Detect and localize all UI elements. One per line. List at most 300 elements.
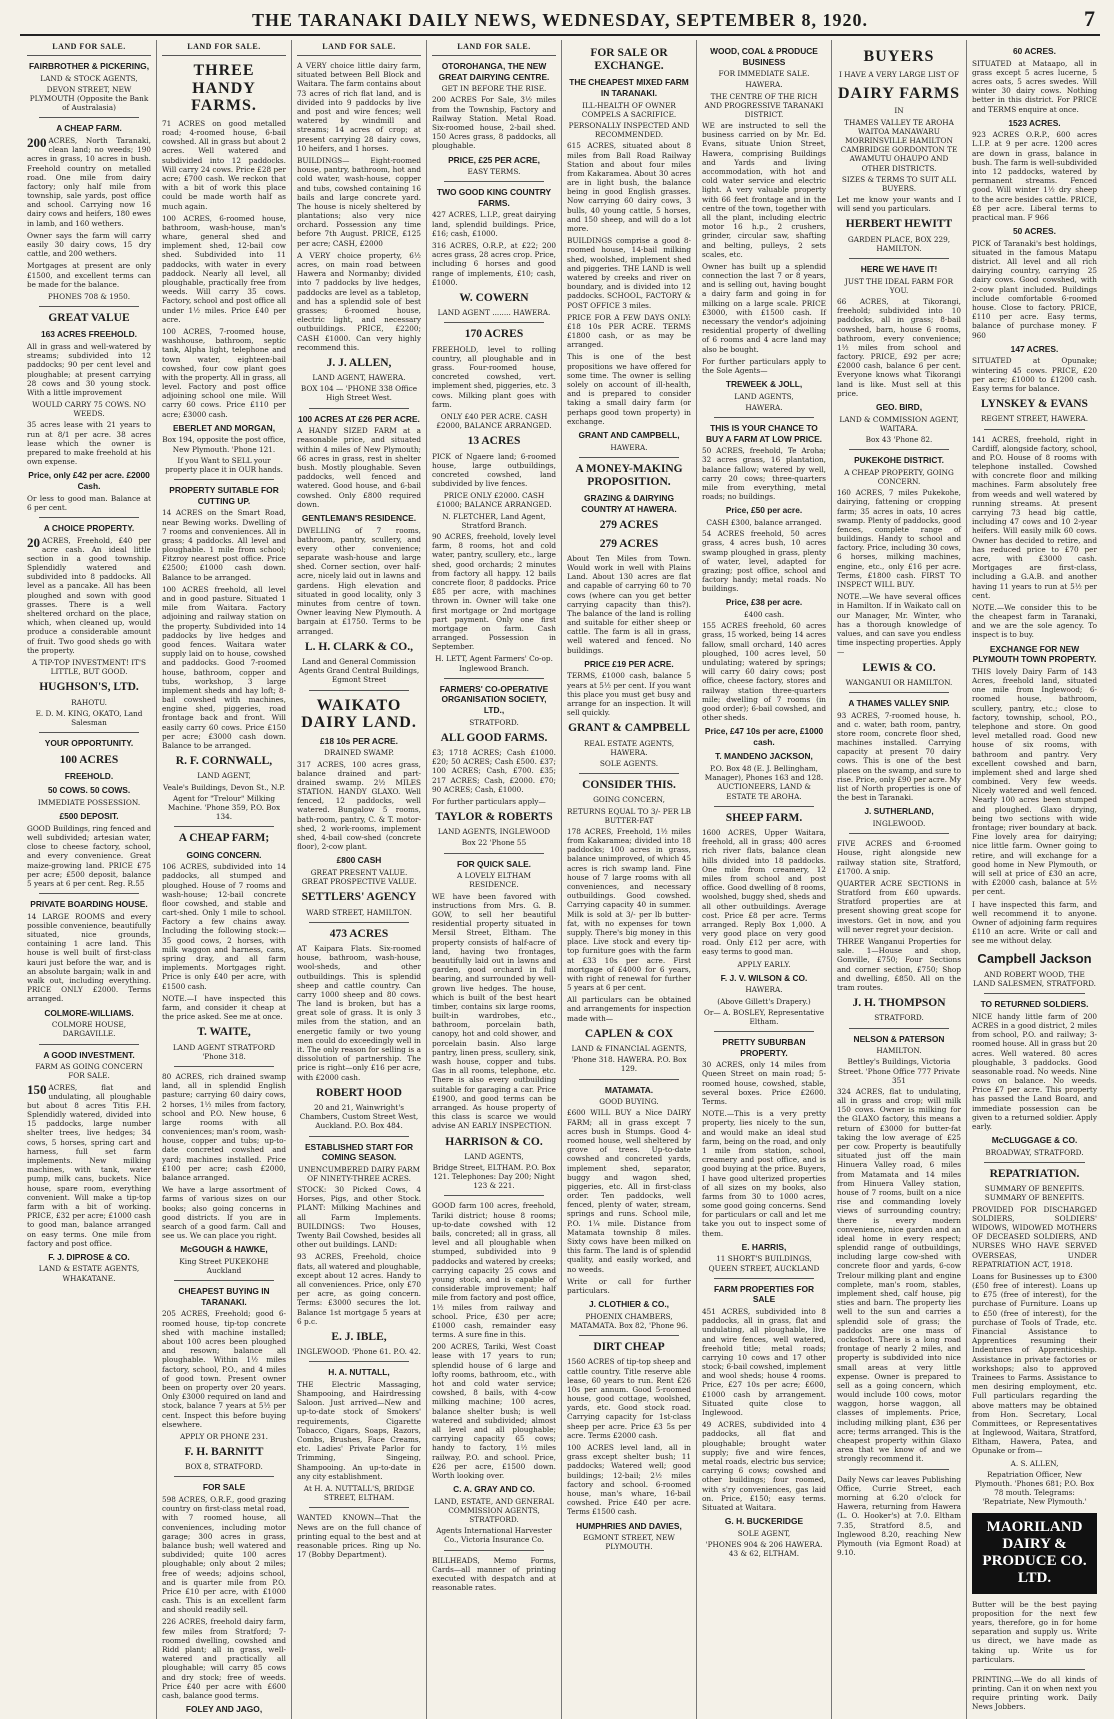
agent-address: 'PHONES 904 & 206 HAWERA. 43 & 62, ELTHAM. [705, 1539, 823, 1559]
agent-name: H. LETT, Agent Farmers' Co-op. Inglewood Branch. [435, 654, 553, 673]
divider [579, 1079, 679, 1080]
agent-address: BOX 8, STRATFORD. [185, 1462, 263, 1472]
ad-title: TWO GOOD KING COUNTRY FARMS. [436, 187, 552, 208]
ad-title: 100 ACRES AT £26 PER ACRE. [298, 413, 420, 424]
agent-name: McCLUGGAGE & CO. [991, 1135, 1078, 1146]
agent-name: ROBERT HOOD [316, 1086, 402, 1099]
agent-address: P.O. Box 48 (E. J. Bellingham, Manager), Phones 163 and 128. AUCTIONEERS, LAND & ESTATE TE AROHA. [704, 764, 824, 801]
ad-terms: CASH £300, balance arranged. [706, 517, 822, 527]
ad-title: PRETTY SUBURBAN PROPERTY. [722, 1037, 806, 1058]
ad-body: 1600 ACRES, Upper Waitara, freehold, all in grass; 400 acres rich river flats, balance clean hills divided into 18 paddocks. One mile from creamery, 12 miles from school and post office. Good dwelling of 8 rooms, woolshed, buggy shed, sheds and all other outbuildings. Average cost. Price £8 per acre. Terms arranged. Reply Box 1,000. A very good place on very good road. Only £12 per acre, with easy terms to good man. [702, 828, 826, 957]
ad-body: NICE handy little farm of 200 ACRES in a good district, 2 miles from school, P.O. and railway; 3-roomed house. All in grass but 20 acres. Well watered. 80 acres ploughable, 3 paddocks. Good seasonable road. No weeds. Nine cows on balance. No weeds. Price £7 per acre. This property has passed the Land Board, and immediate possession can be given to a returned soldier. Apply early. [972, 1011, 1097, 1132]
ad-subtitle: GOOD BUYING. [599, 1097, 659, 1107]
divider [309, 408, 409, 409]
column-header: LAND FOR SALE. [27, 42, 151, 56]
agent-address: WANGANUI OR HAMILTON. [845, 677, 953, 687]
ad-title: PRIVATE BOARDING HOUSE. [30, 899, 148, 910]
agent-note: Or— A. BOSLEY, Representative Eltham. [703, 1007, 825, 1026]
ad-body: 427 ACRES, L.I.P., great dairying land, splendid buildings. Price, £16; cash, £1000. [432, 210, 556, 238]
agent-address: Box 43 'Phone 82. [865, 435, 933, 444]
agent-name: GRANT & CAMPBELL [568, 722, 690, 735]
column-header: LAND FOR SALE. [297, 42, 421, 56]
agent-name: HERBERT HEWITT [845, 218, 953, 231]
ad-body: PRICE FOR A FEW DAYS ONLY: £18 10s PER ACRE. TERMS £1800 cash, or as may be arranged. [567, 312, 691, 350]
ad-body: THREE Wanganui Properties for sale. 1—House and shop, Gonville, £750; Four Sections and corner section, £750; Shop and dwelling, £850. All on the tram routes. [837, 937, 961, 992]
acre-number: 150 [27, 1081, 47, 1097]
ad-title: 473 ACRES [329, 927, 389, 940]
agent-name: LYNSKEY & EVANS [981, 398, 1088, 411]
ad-body: GOOD farm 100 acres, freehold, Tariki district; house 8 rooms; up-to-date cowshed with 12 bails, concreted; all in grass, all level and all ploughable when stumped, subdivided into 9 paddocks and watered by creeks; carrying capacity 25 cows and young stock, and is capable of considerable improvement; half mile from factory and post office, 1½ miles from railway and school. Price, £30 per acre; £1000 cash, remainder easy terms. A sure fine in this. [432, 1201, 556, 1340]
divider [714, 806, 814, 807]
ad-subtitle: RETURNS EQUAL TO 3/- PER LB BUTTER-FAT [567, 806, 692, 825]
divider [174, 479, 274, 480]
divider [444, 678, 544, 679]
ad-title: A CHEAP FARM; [178, 832, 270, 845]
ad-body: 200 ACRES For Sale, 3½ miles from the Township, Factory and Railway Station. Metal Road. Six-roomed house, 2-bail shed. 150 Acres grass, 8 paddocks, all ploughable. [432, 95, 556, 151]
agent-name: McGOUGH & HAWKE, [180, 1244, 268, 1255]
ad-title: FARMERS' CO-OPERATIVE ORGANISATION SOCIETY, LTD., [439, 683, 549, 715]
column-header: LAND FOR SALE. [432, 42, 556, 56]
agent-subtitle: REAL ESTATE AGENTS, HAWERA. [583, 738, 675, 757]
agent-name: G. H. BUCKERIDGE [724, 1516, 804, 1527]
ad-body: 93 ACRES, 7-roomed house, h. and c. water, bath room, pantry, store room, concrete floor shed, machines installed. Carrying capacity at present 70 dairy cows. This is one of the best places on the swamp, and sure to rise. Price, only £90 per acre. My list of North properties is one of the best in Taranaki. [837, 710, 962, 803]
agent-name: R. F. CORNWALL, [175, 755, 273, 768]
agent-name: J. J. ALLEN, [326, 356, 392, 369]
ad-body: GOOD Buildings, ring fenced and well subdivided; artesian water, close to cheese factory, school, and every convenience. Great maize-growing land. PRICE £75 per acre; £500 deposit, balance 5 years at 6 per cent. Reg. R.55 [27, 823, 151, 888]
divider [849, 1469, 949, 1470]
ad-body: 20 ACRES, Freehold, £40 per acre cash. An ideal little section in a good township. Splendidly watered and subdivided into 8 paddocks. All level as a pancake. All has been ploughed and sown with good grasses. There is a well sheltered orchard on the place, which, when cleaned up, would produce a considerable amount of fruit. Two good sheds go with the property. [27, 534, 151, 655]
ad-highlight: IMMEDIATE POSSESSION. [37, 798, 141, 808]
ad-body: 923 ACRES O.R.P., 600 acres L.I.P. at 9 per acre. 1200 acres are down in grass, balance in bush. The farm is well-subdivided into 12 paddocks, watered by permanent streams. Fenced good. Will winter 1½ dry sheep to the acre besides cattle. PRICE, £8 per acre. Liberal terms to practical man. F 966 [972, 130, 1097, 222]
ad-highlight: APPLY EARLY. [737, 959, 791, 969]
ad-title: MATAMATA. [604, 1084, 654, 1095]
ad-title: A CHEAP FARM. [56, 123, 122, 134]
ad-title: FOR QUICK SALE. [457, 858, 531, 869]
ad-subtitle: I HAVE A VERY LARGE LIST OF [838, 69, 960, 79]
ad-body: 100 ACRES level land, all in grass except shelter bush; 11 paddocks; Watered well; good buildings; 12-bail; 2½ miles factory and school. 6-roomed house, man's whare, 16-bail cowshed. Price £40 per acre. Terms £1500 cash. [567, 1443, 691, 1517]
agent-address: Bridge Street, ELTHAM. P.O. Box 121. Telephones: Day 200; Night 123 & 221. [432, 1162, 556, 1191]
agent-subtitle: LAND, ESTATE, AND GENERAL COMMISSION AGENTS, STRATFORD. [434, 1496, 554, 1525]
ad-body: About Ten Miles from Town. Would work in well with Plains Land. About 130 acres are flat and capable of carrying 60 to 70 cows (where can you get better carrying capacity than this?). The balance of the land is rolling and suitable for either sheep or cattle. The farm is all in grass, well watered and fenced. No buildings. [567, 553, 691, 655]
column-4 [427, 40, 562, 1719]
ad-body: NOTE.—We have several offices in Hamilton. If in Waikato call on our Manager, Mr. Winter, who has a thorough knowledge of values, and can save you endless time inspecting properties. Apply— [837, 592, 961, 657]
divider [174, 826, 274, 827]
ad-body: We have a large assortment of farms of various sizes on our books; also going concerns in good districts. If you are in search of a good farm. Call and see us. We can place you right. [162, 1185, 286, 1241]
divider [579, 457, 679, 458]
divider [579, 1335, 679, 1336]
agent-name: NELSON & PATERSON [853, 1033, 945, 1044]
column-3 [292, 40, 427, 1719]
ad-body: For further particulars apply to the Sole Agents— [702, 356, 826, 375]
agent-name: FOLEY AND JAGO, [185, 1704, 263, 1715]
agent-address: 'Phone 318. HAWERA. P.O. Box 129. [571, 1055, 687, 1074]
agent-name: E. HARRIS, [741, 1241, 787, 1252]
divider [849, 833, 949, 834]
divider [444, 1195, 544, 1196]
agent-name: TREWEEK & JOLL, [725, 379, 803, 390]
ad-subtitle: UNENCUMBERED DAIRY FARM OF NINETY-THREE ACRES. [297, 1164, 421, 1183]
ad-body: Butter will be the best paying proposition for the next few years, therefore, go in for home separation and supply us. Write us direct, we have made as taking up. Write us for particulars. [972, 1599, 1097, 1664]
ad-subtitle: GET IN BEFORE THE RISE. [441, 84, 547, 94]
agent-address: Veale's Buildings, Devon St., N.P. [162, 782, 286, 792]
ad-body: NOTE.—This is a very pretty property, lies nicely to the sun, and would make an ideal stud farm, being on the road, and only 1 mile from station, school, creamery and post office, and is good buying at the price. Buyers, I have good ulterized properties of all sizes on my books, also farms from 30 to 1000 acres, some good going concerns. Send for particulars or call and let me take you out to inspect some of them. [702, 1109, 826, 1238]
ad-price: ONLY £40 PER ACRE. CASH £2000, BALANCE ARRANGED. [436, 411, 552, 431]
ad-heading: 279 ACRES [599, 519, 659, 532]
ad-body: Or less to good man. Balance at 6 per cent. [27, 493, 151, 512]
ad-title: WAIKATO DAIRY LAND. [301, 696, 417, 732]
ad-body: £3; 1718 ACRES; Cash £1000. £20; 50 ACRES; Cash £500. £37; 100 ACRES; Cash, £700. £35; 217 ACRES; Cash, £2000. £70; 90 ACRES; Cash, £1000. [432, 747, 556, 794]
district-list: THAMES VALLEY TE AROHA WAITOA MANAWARU MORRINSVILLE HAMILTON CAMBRIDGE GORDONTON TE AWAMUTU OHAUPO AND OTHER DISTRICTS. [840, 117, 958, 173]
masthead-title: THE TARANAKI DAILY NEWS, WEDNESDAY, SEPTEMBER 8, 1920. [252, 9, 868, 30]
ad-title: ESTABLISHED START FOR COMING SEASON. [304, 1141, 414, 1163]
ad-body: NOTE.—I have inspected this farm, and consider it cheap at the price asked. See me at once. [162, 993, 286, 1022]
ad-subtitle: THE CENTRE OF THE RICH AND PROGRESSIVE TARANAKI DISTRICT. [704, 91, 824, 119]
agent-name: A. S. ALLEN, [1010, 1458, 1059, 1468]
agent-address: Bettley's Buildings, Victoria Street. 'Phone Office 777 Private 351 [838, 1057, 960, 1085]
ad-body: THE Electric Massaging, Shampooing, and Hairdressing Saloon. Just arrived—New and up-to-date stock of Smokers' requirements, Cigarette Tobacco, Cigars, Soaps, Razors, Combs, Brushes, Face Creams, etc. Ladies' Private Parlor for Trimming, Singeing, Shampooing. An up-to-date in any city establishment. [297, 1379, 421, 1481]
ad-price: £500 DEPOSIT. [59, 811, 119, 822]
divider [849, 1028, 949, 1029]
ad-body: 71 ACRES on good metalled road; 4-roomed house, 6-bail cowshed. All in grass but about 2 acres. Well watered and subdivided into 12 paddocks. Will carry 24 cows. Price £28 per acre; £700 cash. We reckon that with a bit of work this place could be made worth half as much again. [162, 118, 286, 211]
divider [174, 1066, 274, 1067]
agent-address: LAND AGENT STRATFORD 'Phone 318. [172, 1042, 276, 1061]
agent-name: L. H. CLARK & CO., [305, 640, 413, 653]
ad-body: 14 LARGE ROOMS and every possible convenience, beautifully situated, nice grounds, containing 1 acre land. This house is well built of first-class kauri just before the war, and is an absolute bargain; walk in and walk out, including everything. PRICE ONLY £2000. Terms arranged. [27, 911, 151, 1004]
agent-subtitle: LAND AGENTS, INGLEWOOD [437, 827, 551, 837]
ad-body: WE are instructed to sell the business carried on by Mr. Ed. Evans, situate Union Street, Hawera, comprising Buildings and Yards and living accommodation, with hot and cold water service and electric light. A very valuable property with 66 feet frontage and in the centre of the town, together with all the plant, including electric motor 16 h.p., 2 crushers, grinder, circular saw, shafting and belting, pulleys, 2 sets scales, etc. [702, 121, 826, 259]
ad-body: SITUATED at Mataapo, all in grass except 5 acres lucerne, 5 acres oats, 5 acres swedes. Will winter 30 dairy cows. Nothing better in this district. For PRICE and TERMS enquire at once. [972, 58, 1097, 114]
agent-name: Campbell Jackson [977, 951, 1092, 967]
agent-name: T. WAITE, [197, 1026, 251, 1039]
ad-body: AT Kaipara Flats. Six-roomed house, bathroom, wash-house, wool-sheds, and other outbuildings. This is splendid sheep and cattle country. Can carry 1000 sheep and 80 cows. The land is broken, but has a great sole of grass. It is only 3 miles from the station, and an energetic family or two young men could do exceedingly well in it. The only reason for selling is a dissolution of partnership. The price is right—only £16 per acre, with £2000 cash. [297, 943, 421, 1082]
column-6 [697, 40, 832, 1719]
ad-body: 80 ACRES, rich drained swamp land, all in splendid English pasture; carrying 60 dairy cows, 2 horses, 1½ miles from factory, school and P.O. New house, 6 large rooms with all conveniences; man's room, wash-house, copper and tubs; up-to-date concreted cowshed and yard; machines installed. Price £100 per acre; cash £2000, balance arranged. [162, 1071, 286, 1183]
ad-title: YOUR OPPORTUNITY. [44, 738, 134, 749]
ad-body: 226 ACRES, freehold dairy farm, few miles from Stratford; 7-roomed dwelling, cowshed and Ridd plant; all in grass, well-watered and practically all ploughable; will carry 85 cows and dry stock; free of weeds. Price £40 per acre with £600 cash, balance good terms. [162, 1617, 286, 1700]
ad-title: A CHOICE PROPERTY. [43, 522, 135, 533]
agent-name: W. COWERN [459, 291, 529, 304]
agent-name: J. H. THOMPSON [852, 997, 946, 1010]
agent-subtitle: LAND AGENTS, [464, 1151, 524, 1161]
ad-body: 155 ACRES freehold, 60 acres grass, 15 worked, being 14 acres fallow, small orchard, 140 acres ploughed, 100 acres level, 50 undulating; watered by springs; will carry 60 dairy cows; post office, cheese factory, stores and railway station three-quarters mile; dwelling of 7 rooms (in good order); 6-bail cowshed, and other sheds. [702, 621, 826, 723]
ad-subtitle: SUMMARY OF BENEFITS. SUMMARY OF BENEFITS. [984, 1184, 1085, 1203]
agent-name: GEO. BIRD, [875, 402, 923, 413]
ad-body: PRINTING.—We do all kinds of printing. Can it on when next you require printing work. Daily News Jobbers. [972, 1674, 1097, 1712]
ad-body: QUARTER ACRE SECTIONS in Stratford from £60 upwards. Stratford properties are at present showing great scope for investors. Get in now, and you will never regret your decision. [837, 878, 961, 934]
ad-body: 35 acres lease with 21 years to run at 8/1 per acre. 38 acres lease which the owner is prepared to make freehold at his own expense. [27, 420, 151, 467]
agent-name: GRANT AND CAMPBELL, [578, 429, 680, 440]
agent-address: BROADWAY, STRATFORD. [985, 1147, 1084, 1157]
ad-body: 451 ACRES, subdivided into 8 paddocks, all in grass, flat and undulating, all ploughable, live and wire fences, well watered, freehold title; metal roads; carrying 10 cows and 17 other stock; 6-bail cowshed, implement and wool sheds; house 4 rooms. Price, £27 10s per acre; £600, £1000 cash by arrangement. Situated quite close to Inglewood. [702, 1306, 826, 1418]
ad-subtitle: THE CHEAPEST MIXED FARM IN TARANAKI. [569, 77, 689, 99]
agent-name: HARRISON & CO. [445, 1135, 543, 1148]
divider [39, 517, 139, 518]
agent-address: BOX 104 — 'PHONE 338 Office High Street West. [300, 384, 418, 403]
agent-name: J. SUTHERLAND, [864, 806, 934, 817]
ad-body: 200 ACRES, Tariki, West Coast lease with 17 years to run; splendid house of 6 large and lofty rooms, bathroom, etc., with hot and cold water service; cowshed, 8 bails, with 4-cow milking machine; 100 acres, balance shelter bush; is well watered and subdivided; almost all level and all ploughable; carrying capacity 65 cows; handy to factory, 1½ miles railway, P.O. and school. Price, £26 per acre, £1500 down. Worth looking over. [432, 1342, 556, 1480]
ad-title: 1523 ACRES. [1008, 117, 1061, 128]
ad-title: FOR SALE OR EXCHANGE. [590, 47, 668, 73]
agent-name: T. MANDENO JACKSON, [715, 751, 813, 762]
agent-note: Agent for "Trelour" Milking Machine. 'Phone 359, P.O. Box 134. [167, 793, 281, 822]
divider [714, 1031, 814, 1032]
ad-body: All in grass and well-watered by streams; subdivided into 12 paddocks; 90 per cent level and ploughable; at present carrying 28 cows and 30 young stock. With a little improvement [27, 341, 151, 397]
ad-subtitle: 163 ACRES FREEHOLD. [40, 329, 138, 340]
ad-body: 14 ACRES on the Smart Road, near Bewing works. Dwelling of 7 rooms and conveniences. All in grass; 4 paddocks. All level and ploughable. 1 mile from school; Fitzroy nearest post office. Price £2500; £1000 cash down. Balance to be arranged. [162, 508, 286, 582]
agent-location: INGLEWOOD. [872, 818, 926, 828]
ad-body: BILLHEADS, Memo Forms, Cards—all manner of printing executed with despatch and at reasonable rates. [432, 1555, 556, 1593]
agent-address: King Street PUKEKOHE Auckland [179, 1256, 269, 1276]
ad-body: £600 WILL BUY a Nice DAIRY FARM; all in grass except 7 acres bush in Stumps. Good 4-roomed house, well sheltered by grove of trees. Up-to-date cowshed and concreted yards, implement shed, separator, buggy and wagon shed, piggeries, etc. All in first-class order. Ten paddocks, well fenced, plenty of water, stream, springs and runs. School mile, P.O. 1¼ mile. Distance from Matamata township 8 miles. Sixty cows have been milked on this farm. The land is of splendid quality, and easily worked, and no weeds. [567, 1108, 691, 1274]
ad-title: 50 ACRES. [1013, 226, 1056, 237]
ad-title: HERE WE HAVE IT! [860, 264, 938, 275]
ad-price: PRICE £19 PER ACRE. [584, 658, 674, 669]
ad-title: FARM PROPERTIES FOR SALE [713, 1283, 815, 1305]
ad-subtitle: GOING CONCERN. [186, 849, 262, 860]
divider [714, 1278, 814, 1279]
ad-title: PROPERTY SUITABLE FOR CUTTING UP. [169, 485, 279, 506]
ad-body: 150 ACRES, flat and undulating, all ploughable but about 8 acres Titis F.H. Splendidly watered, divided into 15 paddocks, large number shelter trees, live hedges; 34 cows, 5 horses, spring cart and harness, full set farm implements. New milking machines, with tank, water pump, milk cans, buckets. Nice house, spare room, everything convenient. Will make a tip-top farm with a bit of working. PRICE, £32 per acre; £1000 cash to good man, balance arranged on easy terms. One mile from factory and post office. [27, 1081, 151, 1248]
ad-body: A HANDY SIZED FARM at a reasonable price, and situated within 4 miles of New Plymouth; 66 acres in grass, rest in shelter bush. Mostly ploughable. Seven paddocks, well fenced and watered. Good house, and 6-bail cowshed. Only £800 required down. [297, 426, 421, 509]
agent-address: COLMORE HOUSE, DARGAVILLE. [51, 1020, 127, 1039]
ad-title: DIRT CHEAP [593, 1341, 665, 1354]
divider [39, 1044, 139, 1045]
ad-terms: £400 cash. [743, 610, 785, 620]
ad-title: PUKEKOHE DISTRICT. [854, 455, 944, 466]
ad-body: 324 ACRES, flat to undulating, all in grass and crop; will milk 150 cows. Owner is milking for the GLAXO factory, this means a return of £3000 for butter-fat taking the low average of £25 per cow. Property is beautifully situated just off the main Hinuera Valley road, 6 miles from Matamata and 14 miles from Hinuera Valley station, house of 7 rooms, built on a nice rise and commanding lovely views of surrounding country; there is every modern convenience, nice garden and an ideal home in every respect; splendid range of outbuildings, including large cow-shed with concrete floor and yards, 6-cow Trelour milking plant and engine complete, man's room, stables, implement shed, calf house, pig sties and barn. The property lies well to the sun and carries a splendid sole of grass; the paddocks are one mass of cocksfoot. There is a long road frontage of nearly 2 miles, and property is subdivided into nice small areas at very little expense. Owner is prepared to sell as a going concern, which would include 100 cows, motor waggon, horse waggon, all classes of implements. Price, including milking plant, £36 per acre; terms arranged. This is the cheapest property within Glaxo area that we know of and we strongly recommend it. [837, 1086, 961, 1464]
ad-terms: EASY TERMS. [467, 167, 521, 177]
ad-body: BUILDINGS— Eight-roomed house, pantry, bathroom, hot and cold water, wash-house, copper and tubs, cowshed containing 16 bails and large concrete yard. The house is nicely sheltered by plantations; also very nice orchard. Possession any time before 7th August. PRICE, £125 per acre; CASH, £2000 [297, 155, 421, 248]
masthead [20, 6, 1100, 36]
agent-address: 20 and 21, Wainwright's Chambers, Custom Street West, Auckland. P.O. Box 484. [299, 1102, 419, 1131]
ad-location: HAWERA. [745, 80, 783, 90]
ad-body: PICK of Ngaere land; 6-roomed house, large outbuildings, concreted cowshed, land subdivided by live fences. [432, 451, 556, 489]
ad-body: 141 ACRES, freehold, right in Cardiff, alongside factory, school, and P.O. House of 8 rooms with telephone installed. Cowshed with concrete floor and milking machines. Farm absolutely free from weeds and well watered by running streams. At present carrying 73 head big cattle, including 47 cows and 10 2-year heifers. Will easily milk 60 cows. Owner has decided to retire, and has reduced price to £70 per acre, with £3000 cash. Mortgages are first-class, including a G.A.B. and another having 11 years to run at 5½ per cent. [972, 434, 1097, 600]
agent-subtitle: LAND & COMMISSION AGENT, WAITARA. [839, 414, 959, 433]
ad-subtitle: IN [894, 106, 904, 116]
agent-name: LEWIS & CO. [862, 661, 936, 674]
ad-subtitle: DRAINED SWAMP. [323, 748, 394, 758]
ad-title: THIS IS YOUR CHANCE TO BUY A FARM AT LOW PRICE. [705, 423, 822, 444]
agent-name: H. A. NUTTALL, [328, 1367, 390, 1378]
ad-heading: 279 ACRES [599, 537, 659, 550]
divider [39, 306, 139, 307]
divider [714, 417, 814, 418]
ad-highlight: PERSONALLY INSPECTED AND RECOMMENDED. [568, 120, 690, 140]
ad-body: Mortgages at present are only £1500, and excellent terms can be made for the balance. [27, 261, 151, 289]
agent-address: 11 SHORT'S BUILDINGS, QUEEN STREET, AUCKLAND [708, 1254, 820, 1273]
ad-body: BUILDINGS comprise a good 8-roomed house, 14-bail milking shed, woolshed, implement shed and piggeries. THE LAND is well watered by creeks and river on boundary, and is divided into 12 paddocks. SCHOOL, FACTORY & POST OFFICE 3 miles. [567, 236, 691, 310]
ad-body: DWELLING of 7 rooms, bathroom, pantry, scullery, and every other convenience; separate wash-house and large shed. Corner section, over half-acre, nicely laid out in lawns and gardens. High elevation and situated in good locality, only 3 minutes from centre of town. Owner leaving New Plymouth. A bargain at £1750. Terms to be arranged. [297, 525, 421, 636]
ad-body: SITUATED at Opunake; wintering 45 cows. PRICE, £20 per acre; £1000 to £1200 cash. Easy terms for balance. [972, 356, 1097, 393]
divider [39, 117, 139, 118]
agent-name: FAIRBROTHER & PICKERING, [28, 61, 150, 72]
agent-address: EGMONT STREET, NEW PLYMOUTH. [583, 1533, 675, 1552]
ad-body: FIVE ACRES and 6-roomed House, right alongside new railway station site, Stratford, £1700. A snip. [837, 839, 961, 876]
divider [444, 181, 544, 182]
ad-body: 178 ACRES, Freehold, 1½ miles from Kakaramea; divided into 18 paddocks; 100 acres in grass, balance unimproved, of which 45 acres is rich swamp land. Fine house of 7 large rooms with all conveniences, and necessary outbuildings. Good cowshed. Carrying capacity 40 in summer. Milk is sold at 3/- per lb butter-fat, with no expenses for town supply. There's big money in this place. Live stock and every tip-top furniture goes with the farm at £33 10s per acre. First mortgage of £4000 for 6 years, with right of renewal for further 5 years at 6 per cent. [567, 826, 691, 993]
ad-body: 316 ACRES, O.R.P., at £22; 200 acres grass, 28 acres crop. Price, including 6 horses and good range of implements, £10; cash, £1000. [432, 241, 556, 287]
divider [39, 893, 139, 894]
column-5 [562, 40, 697, 1719]
agent-location: SOLE AGENTS. [599, 758, 659, 768]
ad-heading: 100 ACRES [59, 753, 119, 766]
ad-body: PROVIDED FOR DISCHARGED SOLDIERS, SOLDIERS' WIDOWS, WIDOWED MOTHERS OF DECEASED SOLDIERS, AND NURSES WHO HAVE SERVED OVERSEAS, UNDER REPATRIATION ACT, 1918. [972, 1204, 1097, 1269]
ad-title: SHEEP FARM. [725, 811, 803, 824]
agent-name: HUGHSON'S, LTD. [39, 681, 139, 694]
agent-name: HUMPHRIES AND DAVIES, [576, 1520, 682, 1531]
ad-title: GENTLEMAN'S RESIDENCE. [301, 512, 417, 523]
ad-body: STOCK: 30 Picked Cows, 4 Horses, Pigs, and other Stock. PLANT: Milking Machines and all Farm Implements. BUILDINGS: Two Houses, Twenty Bail Cowshed, besides all other out buildings. LAND: [297, 1185, 421, 1250]
divider [174, 1476, 274, 1477]
ad-body: 100 ACRES, 7-roomed house, washhouse, bathroom, septic tank, Alpha light, telephone and town water, eighteen-bail cowshed, four cow plant goes with the property. All in grass, all level. Factory and post office adjoining school one mile. Will carry 60 cows. Price £110 per acre; £3000 cash. [162, 326, 286, 419]
ad-title: BUYERS [863, 48, 935, 65]
agent-note: If you Want to SELL your property place it in OUR hands. [165, 455, 283, 474]
ad-body: 90 ACRES, freehold, lovely level farm, 8 rooms, hot and cold water, pantry, scullery, etc., large shed, good orchards; 2 minutes from factory all happy. 12 bails concrete floor, 8 paddocks. Price £85 per acre, with machines thrown in. Owner will take one first mortgage or 2nd mortgage part payment. Only one first mortgage on farm. Cash arranged. Possession in September. [432, 532, 556, 652]
ad-title: FOR SALE [202, 1482, 246, 1493]
divider [309, 690, 409, 691]
ad-heading: DAIRY FARMS [838, 84, 960, 102]
ad-body: 615 ACRES, situated about 8 miles from Ball Road Railway Station and about four miles from Kakaramea. About 30 acres are in light bush, the balance being in good English grasses. Now carrying 60 dairy cows, 3 bulls, 40 young cattle, 5 horses, and 150 sheep, and will do a lot more. [567, 141, 691, 234]
ad-body: All particulars can be obtained and arrangements for inspection made with— [567, 995, 691, 1023]
ad-body: Owner says the farm will carry easily 30 dairy cows, 15 dry cattle, and 200 wethers. [27, 230, 151, 259]
agent-address: Repatriation Officer, New Plymouth. 'Phones 681; P.O. Box 78 mouth. Telegrams: 'Repatriate, New Plymouth.' [974, 1469, 1095, 1507]
agent-address: PHOENIX CHAMBERS, MATAMATA. Box 82, 'Phone 96. [570, 1311, 688, 1330]
ad-body: 30 ACRES, only 14 miles from Queen Street on main road; 5-roomed house, cowshed, stable, several boxes. Price £2600. Terms. [702, 1060, 826, 1107]
ad-body: For further particulars apply— [432, 796, 546, 806]
ad-subtitle: FOR IMMEDIATE SALE. [718, 69, 810, 79]
ad-title: 170 ACRES [464, 328, 524, 341]
agent-location: HAWERA. [745, 402, 783, 412]
ad-subtitle: A LOVELY ELTHAM RESIDENCE. [457, 871, 531, 890]
ad-title: WOOD, COAL & PRODUCE BUSINESS [710, 46, 818, 67]
agent-subtitle: LAND AGENTS, [734, 391, 794, 401]
ad-body: 200 ACRES, North Taranaki, clean land; no weeds; 190 acres in grass, 10 acres in bush. Freehold country on metalled road. One mile from dairy factory; only half mile from township, sale yards, post office and school. Carrying now 16 dairy cows and heifers, 180 ewes in lamb, and 160 wethers. [27, 134, 151, 228]
divider [984, 1669, 1085, 1670]
ad-body: 317 ACRES, 100 acres grass, balance drained and part-drained swamp. 2½ MILES STATION. HANDY GLAXO. Well fenced, 12 paddocks, well watered. Bungalow 5 rooms, bath-room, pantry, C. & T. motor-shed, 2 work-rooms, implement shed, 4-bail cow-shed (concrete floor), 2-cow plant. [297, 759, 421, 852]
page-number: 7 [1084, 6, 1096, 31]
ad-subtitle: £18 10s PER ACRE. [320, 735, 398, 746]
agent-address: INGLEWOOD. 'Phone 61. P.O. 42. [297, 1347, 421, 1357]
ad-highlight: ILL-HEALTH OF OWNER COMPELS A SACRIFICE. [581, 100, 677, 119]
divider [984, 1162, 1085, 1163]
agent-name: N. FLETCHER, Land Agent, Stratford Branch. [442, 511, 546, 530]
divider [444, 853, 544, 854]
ad-body: 54 ACRES freehold, 50 acres grass, 4 acres bush, 10 acres swamp ploughed in grass, plenty of water, level, adapted for grazing; post office, school and factory handy; metal roads. No buildings. [702, 529, 826, 594]
acre-number: 20 [27, 534, 40, 550]
ad-title: CONSIDER THIS. [582, 779, 676, 792]
agent-name: E. J. IBLE, [331, 1330, 387, 1343]
ad-body: 49 ACRES, subdivided into 4 paddocks, all flat and ploughable; brought water supply; five and wire fences, metal roads, electric bus service; carrying 6 cows; cowshed and other buildings; four roomed, with s'ry conveniences, gas laid on. Price, £150; easy terms. Situated at Waitara. [702, 1420, 826, 1512]
agent-location: RAHOTU. [71, 697, 107, 707]
agent-name: COLMORE-WILLIAMS. [44, 1007, 134, 1018]
agent-address: LAND AGENT ........ HAWERA. [437, 308, 551, 318]
agent-subtitle: LAND & STOCK AGENTS, [40, 73, 138, 83]
ad-body: 100 ACRES freehold, all level and in good pasture. Situated 1 mile from Waitara. Factory adjoining and railway station on the property. Subdivided into 14 paddocks by live hedges and good fences. Waitara water supply laid on to house, cowshed and paddocks. Good 7-roomed house, bathroom, copper and tubs, workshop, 3 large implement sheds and hay loft; 8-bail cowshed with machines, engine shed, piggeries, road frontage back and front. Will easily carry 60 cows. Price £150 per acre; £3000 cash down. Balance to be arranged. [162, 584, 286, 751]
ad-highlight: SIZES & TERMS TO SUIT ALL BUYERS. [841, 174, 957, 193]
agent-address: Box 194, opposite the post office, New Plymouth. 'Phone 121. [162, 435, 286, 454]
ad-highlight: A TIP-TOP INVESTMENT! IT'S LITTLE, BUT GOOD. [32, 657, 146, 677]
divider [984, 993, 1085, 994]
agent-subtitle: LAND AGENT, HAWERA. [312, 373, 406, 383]
ad-body: This is one of the best propositions we have offered for some time. The owner is selling solely on account of ill-health, and is prepared to consider taking a small dairy farm (or perhaps good town property) in exchange. [567, 352, 691, 426]
ad-title: 147 ACRES. [1010, 343, 1059, 354]
ad-body: A VERY choice little dairy farm, situated between Bell Block and Waitara. The farm contains about 73 acres of rich flat land, and is divided into 9 paddocks by live and post and wire fences; well watered by windmill and streams; 14 acres of crop; at present carrying 28 dairy cows, 10 heifers, and 1 horses. [297, 61, 421, 153]
divider [309, 1507, 409, 1508]
ad-body: 66 ACRES, at Tikorangi, freehold; subdivided into 10 paddocks, all in grass; 8-bail cowshed, barn, house 6 rooms, bathroom, every convenience; 1½ miles from school and factory. PRICE, £92 per acre; £2000 cash, balance 6 per cent. Everyone knows what Tikorangi land is like. Must sell at this price. [837, 296, 961, 398]
ad-body: 106 ACRES, subdivided into 14 paddocks, all stumped and ploughed. House of 7 rooms and wash-house; 12-bail concrete floor cowshed, and stable and cart-shed. Only 1 mile to school. Factory a few chains away. Including the following stock:—35 good cows, 2 horses, with milk waggon and harness, cans, spring dray, and all farm implements. Mortgages right. Price is only £40 per acre, with £1500 cash. [162, 862, 286, 991]
divider [984, 429, 1085, 430]
ad-price: Price, £38 per acre. [725, 597, 803, 608]
ad-body: 205 ACRES, Freehold; good 6-roomed house, tip-top concrete shed with machine installed; about 100 acres been ploughed and resown; balance all ploughable. Within 1½ miles factory, school, P.O., and 4 miles of good town. Present owner been on property over 20 years. Only £3000 required on land and stock, balance 7 years at 5½ per cent. Inspect this before buying elsewhere. [162, 1309, 286, 1429]
ad-price: Price, £50 per acre. [725, 505, 803, 516]
ad-body: WANTED KNOWN—That the News are on the full chance of printing equal to the best and at reasonable prices. Ring up No. 17 (Bobby Department). [297, 1513, 421, 1560]
divider [309, 1361, 409, 1362]
ad-body: FREEHOLD, level to rolling country, all ploughable and in grass. Four-roomed house, concreted cowshed, vert. implement shed, piggeries, etc. 3 cows. Milking plant goes with farm. [432, 344, 556, 409]
agent-subtitle: AND ROBERT WOOD, THE LAND SALESMEN, STRATFORD. [972, 969, 1096, 988]
agent-address: At H. A. NUTTALL'S, BRIDGE STREET, ELTHAM. [303, 1483, 415, 1503]
ad-body: A VERY choice property, 6½ acres, on main road between Hawera and Normanby; divided into 7 paddocks by live hedges, paddocks are level as a tabletop, and has a splendid sole of best grasses; 6-roomed house, electric light, and necessary outbuildings. PRICE, £2200; CASH £1000. Can very highly recommend this. [297, 250, 421, 352]
ad-body: I have inspected this farm, and well recommend it to anyone. Owner of adjoining farm requires £110 an acre. Write or call and see me without delay. [972, 899, 1097, 946]
ad-body: TERMS, £1000 cash, balance 5 years at 5½ per cent. If you want this place you must get busy and arrange for an inspection. It will sell quickly. [567, 671, 691, 718]
ad-body: Loans for Businesses up to £300 (£50 free of interest). Loans up to £75 (free of interest), for the purchase of Furniture. Loans up to £50 (free of interest), for the purchase of Tools of Trade, etc. Financial Assistance to Apprentices resuming their Indentures of Apprenticeship. Assistance in private factories or workshops; also to approved Trainees to Farms. Assistance to men desiring employment, etc. Full particulars regarding the above matters may be obtained from Hon. Secretary, Local Committees, or Representatives at Inglewood, Waitara, Stratford, Eltham, Hawera, Patea, and Opunake or from— [972, 1271, 1097, 1456]
agent-name: F. J. V. WILSON & CO. [720, 972, 808, 983]
ad-title: A MONEY-MAKING PROPOSITION. [575, 462, 683, 488]
ad-body: Daily News car leaves Publishing Office, Currie Street, each morning at 6.20 o'clock for Hawera, returning from Hawera (L. O. Hooker's) at 7.0. Eltham 7.35, Stratford 8.5, and Inglewood 8.20, reaching New Plymouth (via Egmont Road) at 9.10. [837, 1474, 961, 1558]
column-8 [967, 40, 1102, 1719]
ad-title: 13 ACRES [467, 435, 521, 448]
agent-location: HAWERA. [745, 985, 783, 995]
agent-name: J. CLOTHIER & CO., [588, 1299, 670, 1310]
ad-subtitle: JUST THE IDEAL FARM FOR YOU. [844, 276, 954, 295]
ad-subtitle: A CHEAP PROPERTY, GOING CONCERN. [844, 467, 954, 486]
divider [309, 1136, 409, 1137]
ad-body: PICK of Taranaki's best holdings, situated in the famous Matapu district. All level and all rich dairying country, carrying 25 dairy cows. Good cowshed, with 2-cow plant included. Buildings include comfortable 6-roomed house. Close to factory. PRICE, £110 per acre. Easy terms, balance of purchase money. F 960 [972, 238, 1097, 340]
divider [444, 322, 544, 323]
ad-subtitle: FARM AS GOING CONCERN FOR SALE. [35, 1062, 143, 1081]
column-2 [157, 40, 292, 1719]
agent-location: STRATFORD. [469, 717, 519, 727]
agent-note: (Above Gillett's Drapery.) [717, 996, 811, 1006]
ad-title: TO RETURNED SOLDIERS. [980, 999, 1089, 1010]
agent-note: Agents International Harvester Co., Victoria Insurance Co. [436, 1526, 552, 1545]
ad-price: PRICE ONLY £2000. CASH £1000; BALANCE ARRANGED. [436, 491, 552, 510]
ad-body: WE have been favored with instructions from Mrs. G. B. GOW, to sell her beautiful residential property situated in Mersil Street, Eltham. The property consists of half-acre of land, having two frontages, beautifully laid out in lawns and garden, good orchard in full bearing, and surrounded by well-grown live hedges. The house, which is built of the best heart timber, contains six large rooms, built-in wardrobes, etc., bathroom, porcelain bath, canopy, hot and cold shower, and porcelain basin. Also large pantry, linen press, scullery, sink, wash house, copper and tubs. Gas in all rooms, telephone, etc. There is also every outbuilding suitable for garaging a car. Price £1900, and good terms can be arranged. As house property of this class is scarce we would advise AN EARLY INSPECTION. [432, 891, 556, 1131]
ad-body: Owner has built up a splendid connection the last 7 or 8 years, and is selling out, having bought a dairy farm and going in for milking on a large scale. PRICE £3000, with £1500 cash. If necessary the vendor's adjoining residential property of dwelling of 6 rooms and 4 acre land may also be bought. [702, 261, 826, 354]
column-7 [832, 40, 967, 1719]
ad-price: PRICE, £25 PER ACRE, [448, 154, 540, 165]
divider [174, 1280, 274, 1281]
ad-title: EXCHANGE FOR NEW PLYMOUTH TOWN PROPERTY. [972, 643, 1097, 665]
agent-subtitle: SOLE AGENT, [737, 1528, 791, 1538]
divider [849, 449, 949, 450]
agent-name: TAYLOR & ROBERTS [435, 811, 553, 824]
ad-body: 100 ACRES, 6-roomed house, bathroom, wash-house, man's whare, general shed and implement shed, 12-bail cow shed. Subdivided into 11 paddocks, with water in every paddock. Nearly all level, all ploughable, practically free from weeds. Will carry 35 cows. Factory, school and post office all under 1½ miles. Price £40 per acre. [162, 213, 286, 324]
ad-body: Let me know your wants and I will send you particulars. [837, 195, 961, 214]
ad-highlight: WOULD CARRY 75 COWS. NO WEEDS. [32, 400, 146, 419]
ad-title: OTOROHANGA, THE NEW GREAT DAIRYING CENTRE. [438, 61, 550, 82]
agent-name: EBERLET AND MORGAN, [172, 422, 276, 433]
ad-title: REPATRIATION. [989, 1167, 1080, 1180]
ad-subtitle: FREEHOLD. [64, 770, 114, 781]
column-header: LAND FOR SALE. [162, 42, 286, 56]
ad-highlight: GREAT PRESENT VALUE. GREAT PROSPECTIVE VALUE. [301, 867, 417, 887]
divider [579, 773, 679, 774]
ad-subtitle: 50 COWS. 50 COWS. [47, 785, 131, 796]
divider [39, 732, 139, 733]
agent-location: HAWERA. [610, 442, 648, 452]
ad-subtitle: GRAZING & DAIRYING COUNTRY AT HAWERA. [581, 493, 677, 514]
